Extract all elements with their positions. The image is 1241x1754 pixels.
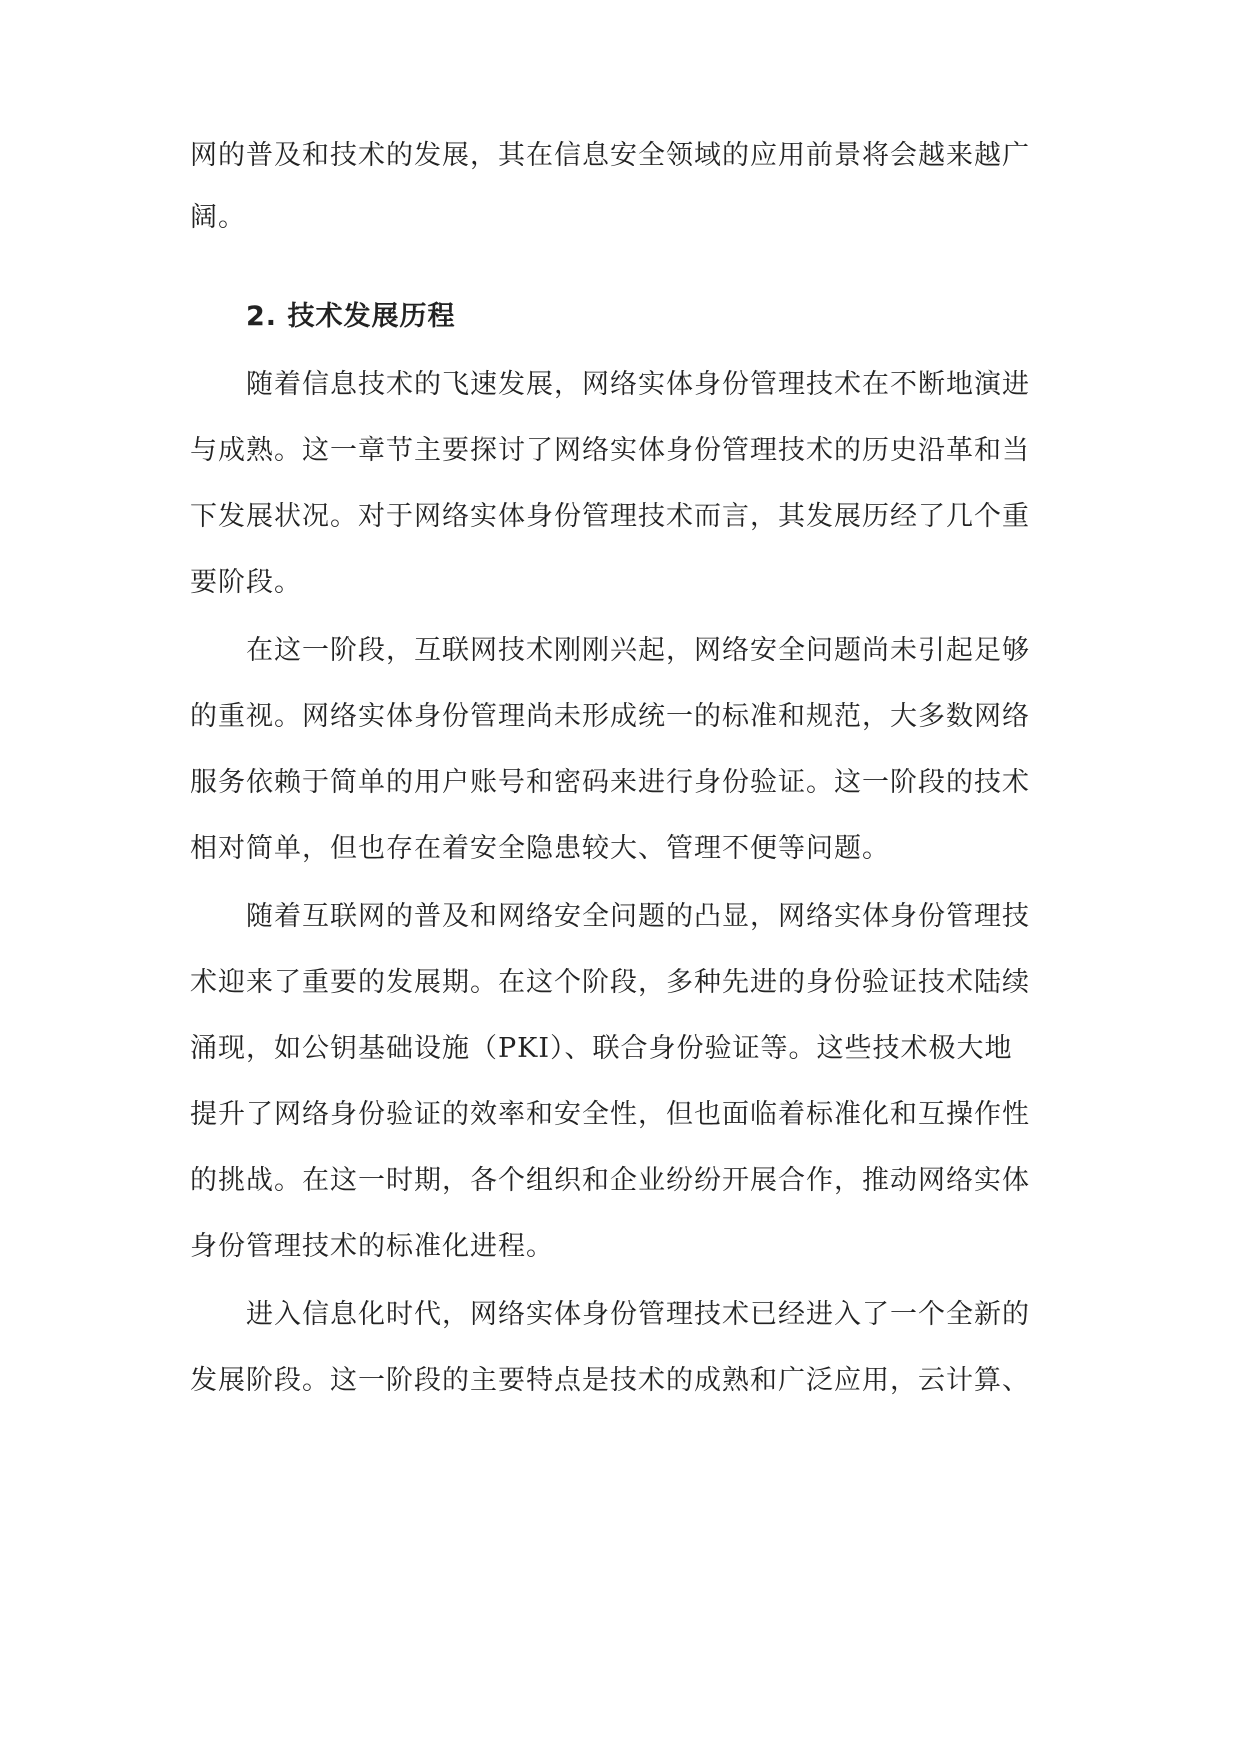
intro-line-1: 网的普及和技术的发展，其在信息安全领域的应用前景将会越来越广: [190, 140, 1030, 171]
section-heading: 2. 技术发展历程: [246, 301, 456, 332]
paragraph-4-line-2: 发展阶段。这一阶段的主要特点是技术的成熟和广泛应用，云计算、: [190, 1365, 1030, 1396]
paragraph-2-line-3: 服务依赖于简单的用户账号和密码来进行身份验证。这一阶段的技术: [190, 767, 1030, 798]
paragraph-1-line-3: 下发展状况。对于网络实体身份管理技术而言，其发展历经了几个重: [190, 501, 1030, 532]
paragraph-3-line-3: 涌现，如公钥基础设施（PKI）、联合身份验证等。这些技术极大地: [190, 1033, 1013, 1064]
paragraph-3-line-6: 身份管理技术的标准化进程。: [190, 1231, 554, 1262]
paragraph-2-line-4: 相对简单，但也存在着安全隐患较大、管理不便等问题。: [190, 833, 890, 864]
paragraph-1-line-1: 随着信息技术的飞速发展，网络实体身份管理技术在不断地演进: [246, 369, 1030, 400]
paragraph-1-line-4: 要阶段。: [190, 567, 302, 598]
paragraph-4-line-1: 进入信息化时代，网络实体身份管理技术已经进入了一个全新的: [246, 1299, 1030, 1330]
paragraph-3-line-5: 的挑战。在这一时期，各个组织和企业纷纷开展合作，推动网络实体: [190, 1165, 1030, 1196]
paragraph-2-line-2: 的重视。网络实体身份管理尚未形成统一的标准和规范，大多数网络: [190, 701, 1030, 732]
paragraph-2-line-1: 在这一阶段，互联网技术刚刚兴起，网络安全问题尚未引起足够: [246, 635, 1030, 666]
paragraph-3-line-4: 提升了网络身份验证的效率和安全性，但也面临着标准化和互操作性: [190, 1099, 1030, 1130]
paragraph-1-line-2: 与成熟。这一章节主要探讨了网络实体身份管理技术的历史沿革和当: [190, 435, 1030, 466]
intro-line-2: 阔。: [190, 202, 246, 233]
paragraph-3-line-2: 术迎来了重要的发展期。在这个阶段，多种先进的身份验证技术陆续: [190, 967, 1030, 998]
paragraph-3-line-1: 随着互联网的普及和网络安全问题的凸显，网络实体身份管理技: [246, 901, 1030, 932]
